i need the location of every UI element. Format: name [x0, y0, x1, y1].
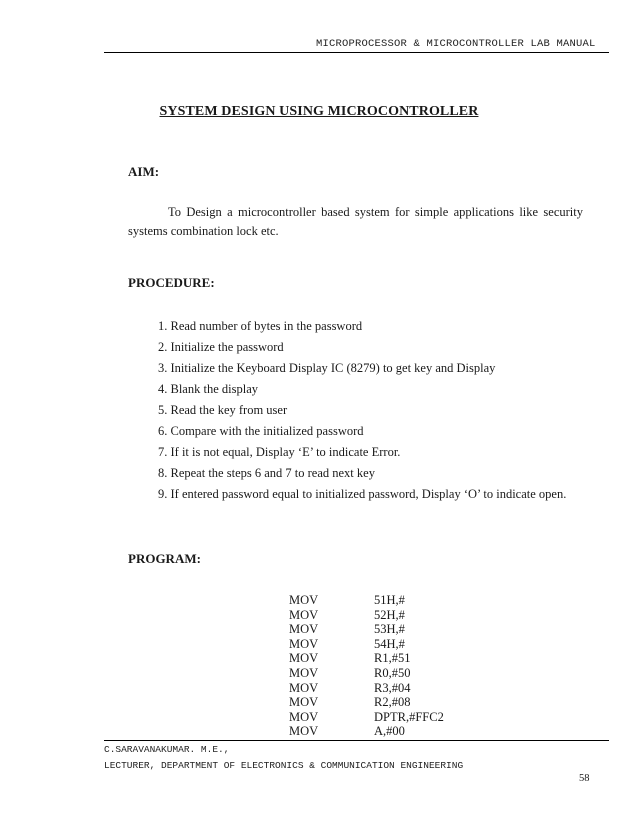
footer-rule [104, 740, 609, 741]
aim-text: To Design a microcontroller based system for simple applications like security systems combination lock etc. [128, 205, 583, 238]
code-opcode: MOV [289, 636, 319, 651]
procedure-step: 5. Read the key from user [158, 403, 288, 417]
program-code [289, 593, 444, 739]
code-line [289, 608, 444, 623]
procedure-step: 6. Compare with the initialized password [158, 424, 364, 438]
code-operand: 52H,# [374, 607, 405, 622]
code-line [289, 651, 444, 666]
code-opcode: MOV [289, 724, 319, 739]
code-opcode: MOV [289, 665, 319, 680]
code-operand: A,#00 [374, 724, 405, 739]
procedure-step: 2. Initialize the password [158, 340, 284, 354]
code-opcode: MOV [289, 651, 319, 666]
code-line [289, 724, 444, 739]
code-line [289, 681, 444, 696]
code-opcode: MOV [289, 593, 319, 607]
procedure-step: 3. Initialize the Keyboard Display IC (8279) to get key and Display [158, 361, 496, 375]
procedure-steps [158, 316, 566, 505]
aim-paragraph [128, 203, 583, 241]
code-opcode: MOV [289, 680, 319, 695]
code-line [289, 695, 444, 710]
code-opcode: MOV [289, 622, 319, 637]
procedure-heading: PROCEDURE: [128, 275, 215, 290]
program-heading: PROGRAM: [128, 551, 201, 566]
code-line [289, 593, 444, 608]
footer-position: LECTURER, DEPARTMENT OF ELECTRONICS & COMMUNICATION ENGINEERING [104, 760, 464, 771]
code-line [289, 710, 444, 725]
code-line [289, 622, 444, 637]
procedure-step: 7. If it is not equal, Display ‘E’ to indicate Error. [158, 445, 401, 459]
code-opcode: MOV [289, 695, 319, 710]
code-operand: 54H,# [374, 636, 405, 651]
code-operand: R1,#51 [374, 651, 411, 666]
aim-heading: AIM: [128, 164, 160, 179]
code-operand: 51H,# [374, 593, 405, 607]
code-operand: R2,#08 [374, 695, 411, 710]
procedure-step: 8. Repeat the steps 6 and 7 to read next key [158, 466, 375, 480]
code-operand: DPTR,#FFC2 [374, 709, 444, 724]
procedure-step: 4. Blank the display [158, 382, 258, 396]
code-opcode: MOV [289, 709, 319, 724]
running-header: MICROPROCESSOR & MICROCONTROLLER LAB MANUAL [316, 38, 596, 50]
code-line [289, 666, 444, 681]
procedure-step: 1. Read number of bytes in the password [158, 319, 363, 333]
header-rule [104, 52, 609, 53]
footer-author: C.SARAVANAKUMAR. M.E., [104, 744, 230, 755]
code-line [289, 637, 444, 652]
code-operand: 53H,# [374, 622, 405, 637]
page-number: 58 [579, 773, 590, 784]
code-opcode: MOV [289, 607, 319, 622]
code-operand: R3,#04 [374, 680, 411, 695]
page-title: SYSTEM DESIGN USING MICROCONTROLLER [159, 104, 479, 119]
procedure-step: 9. If entered password equal to initialized password, Display ‘O’ to indicate open. [158, 487, 567, 501]
code-operand: R0,#50 [374, 665, 411, 680]
